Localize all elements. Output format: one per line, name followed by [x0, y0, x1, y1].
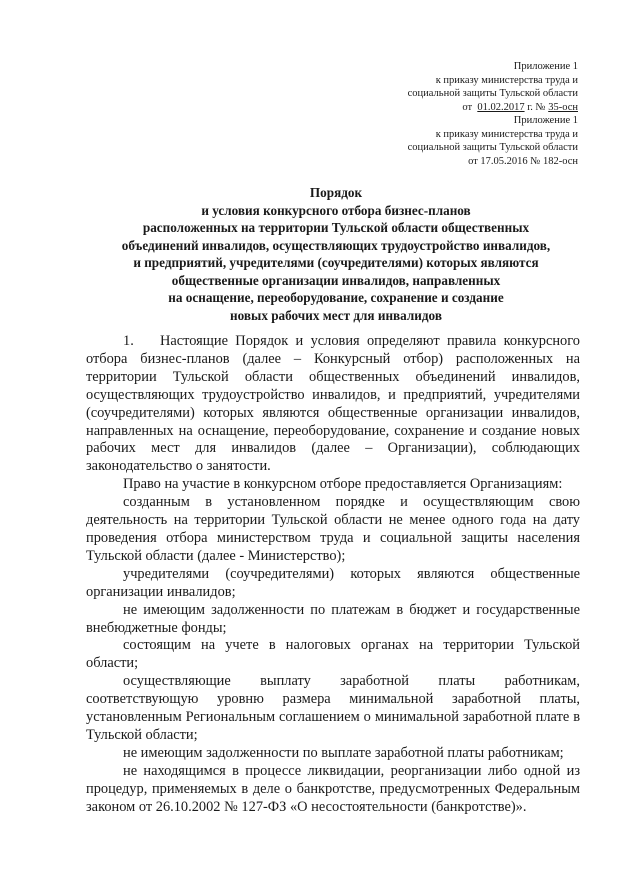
title-line: объединений инвалидов, осуществляющих трудоустройство инвалидов,	[121, 237, 551, 253]
title-line: и условия конкурсного отбора бизнес-планов	[201, 202, 471, 218]
title-line: на оснащение, переоборудование, сохранение и создание	[168, 290, 504, 305]
eligibility-intro: Право на участие в конкурсном отборе предоставляется Организациям:	[123, 476, 563, 493]
appendix-order-line: к приказу министерства труда и	[435, 74, 578, 86]
condition-item: не имеющим задолженности по платежам в бюджет и государственные внебюджетные фонды;	[86, 601, 580, 636]
date-prefix: от	[462, 101, 473, 113]
order-number: 35-осн	[548, 101, 578, 113]
condition-item: не находящимся в процессе ликвидации, реорганизации либо одной из процедур, применяемых в деле о банкротстве, предусмотренных Федеральным законом от 26.10.2002 № 127-ФЗ «О несостоятельности (банкротстве)».	[86, 762, 580, 815]
condition-item: осуществляющие выплату заработной платы работникам, соответствующую уровню размера минимальной заработной платы, установленным Региональным соглашением о минимальной заработной плате в Тульской области;	[86, 673, 580, 743]
appendix-title: Приложение 1	[513, 115, 578, 126]
appendix-ministry-line: социальной защиты Тульской области	[407, 88, 578, 99]
appendix-order-line: к приказу министерства труда и	[435, 128, 578, 140]
appendix-date-line: от 17.05.2016 № 182-осн	[468, 155, 578, 167]
condition-item: учредителями (соучредителями) которых являются общественные организации инвалидов;	[86, 565, 580, 600]
paragraph-text: Настоящие Порядок и условия определяют правила конкурсного отбора бизнес-планов (далее – Конкурсный отбор) расположенных на территории Тульской области общественных объединений инвалидов, осуществляющих трудоустройство инвалидов, и предприятий, учредителями (соучредителями) которых являются общественные организации инвалидов, направленных на оснащение, переоборудование, сохранение и создание новых рабочих мест для инвалидов (далее – Организации), соблюдающих законодательство о занятости.	[86, 333, 580, 475]
appendix-ministry-line: социальной защиты Тульской области	[407, 142, 578, 153]
title-line: расположенных на территории Тульской области общественных	[142, 220, 530, 235]
title-line: и предприятий, учредителями (соучредителями) которых являются	[133, 255, 539, 270]
appendix-date-line	[408, 101, 578, 115]
appendix-header-previous	[408, 114, 578, 168]
order-date: 01.02.2017	[477, 101, 525, 113]
year-suffix: г. №	[527, 101, 546, 113]
title-line: новых рабочих мест для инвалидов	[230, 307, 442, 323]
document-title	[96, 184, 576, 324]
title-line: Порядок	[309, 185, 363, 200]
appendix-header-current	[408, 60, 578, 114]
title-line: общественные организации инвалидов, направленных	[171, 272, 501, 288]
condition-item: созданным в установленном порядке и осуществляющим свою деятельность на территории Тульской области не менее одного года на дату проведения отбора министерством труда и социальной защиты населения Тульской области (далее - Министерство);	[86, 494, 580, 564]
condition-item: не имеющим задолженности по выплате заработной платы работникам;	[123, 744, 564, 761]
appendix-title: Приложение 1	[513, 61, 578, 72]
condition-item: состоящим на учете в налоговых органах на территории Тульской области;	[86, 637, 580, 672]
paragraph-number: 1.	[123, 333, 134, 349]
document-body	[86, 333, 580, 816]
paragraph-1	[86, 333, 580, 476]
